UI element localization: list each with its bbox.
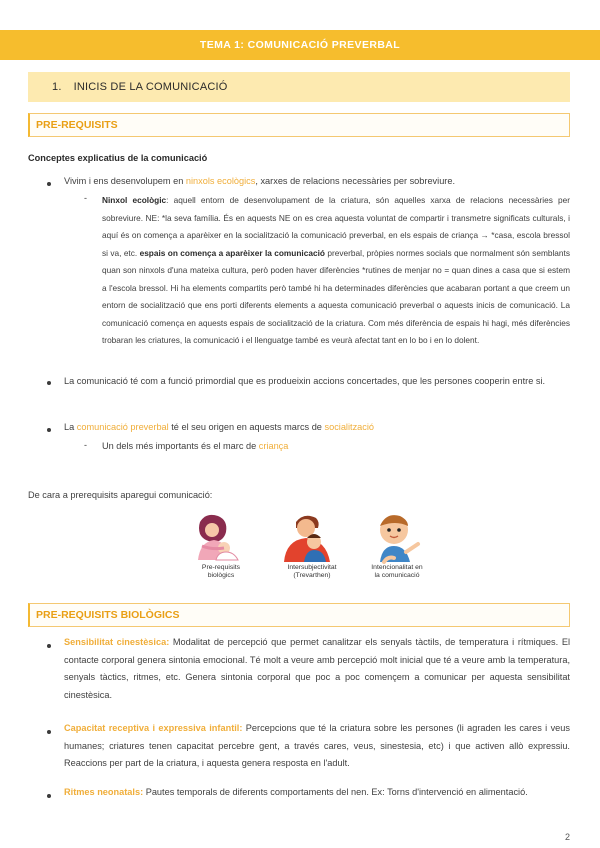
biologic-item-2: [64, 720, 570, 773]
biologic-term: Ritmes neonatals:: [64, 787, 144, 797]
bullet-3-text-mid: té el seu origen en aquests marcs de: [168, 422, 325, 432]
caption-line: Intersubjectivitat: [287, 564, 337, 571]
caption-line: Pre-requisits: [201, 564, 241, 571]
figure-caption: [276, 564, 348, 580]
section-number: 1.: [52, 81, 62, 93]
figure-intersubjectivity: [276, 508, 348, 579]
biologic-item-3: [64, 784, 570, 802]
dash-2-text: Un dels més importants és el marc de: [102, 441, 259, 451]
highlight-comunicacio-preverbal: comunicació preverbal: [76, 422, 169, 432]
document-header: [0, 30, 600, 60]
biologic-term: Sensibilitat cinestèsica:: [64, 637, 170, 647]
dash-marker: -: [84, 440, 87, 450]
prerequisits-heading-text: PRE-REQUISITS: [36, 119, 118, 131]
bullet-3-text: La: [64, 422, 77, 432]
biologic-item-1: [64, 634, 570, 704]
father-child-icon: [276, 508, 348, 564]
header-title: TEMA 1: COMUNICACIÓ PREVERBAL: [199, 39, 401, 51]
prerequisits-heading: [28, 113, 570, 137]
caption-line: (Trevarthen): [293, 572, 331, 579]
section-title-text: INICIS DE LA COMUNICACIÓ: [73, 81, 228, 93]
dash-2: [102, 438, 570, 455]
bullet-1: [64, 173, 570, 190]
bullet-dot: [47, 428, 51, 432]
highlight-socialitzacio: socialització: [324, 422, 375, 432]
ninxol-term: Ninxol ecològic: [102, 195, 167, 205]
caption-line: la comunicació: [374, 572, 420, 579]
ninxol-definition: [102, 192, 570, 350]
biologics-heading: [28, 603, 570, 627]
highlight-ninxols: ninxols ecològics: [185, 176, 256, 186]
highlight-crianca: criança: [258, 441, 289, 451]
mother-baby-icon: [186, 508, 256, 564]
biologics-heading-text: PRE-REQUISITS BIOLÒGICS: [36, 609, 180, 621]
ninxol-text-b: preverbal, pròpies normes socials que normalment són semblants quan son ninxols d'una mateixa cultura, però poden haver diferències *rutines de menjar no = quan dines a casa que si estem a l'escola bressol. Hi ha elements compartits però també hi ha determinades diferències que acabaran portant a que creem un entorn de socialització que ens porti diferents elements a aquesta comunicació preverbal o aquests inicis de comunicació. La comunicació comença en aquests espais de socialització de la criatura. Com més diferència de espais hi hagi, més diferències trobaran les criatures, la comunicació i el llenguatge també es veurà afectat tant en lo bo i en lo dolent.: [102, 247, 570, 345]
bullet-dot: [47, 644, 51, 648]
subheading: Conceptes explicatius de la comunicació: [28, 153, 208, 163]
bullet-1-text-end: , xarxes de relacions necessàries per sobreviure.: [255, 176, 456, 186]
dash-marker: -: [84, 193, 87, 203]
caption-line: Intencionalitat en: [371, 564, 423, 571]
bullet-dot: [47, 730, 51, 734]
prerequisits-intro: De cara a prerequisits aparegui comunicació:: [28, 490, 213, 500]
bullet-3: [64, 419, 570, 436]
page-number: 2: [564, 832, 570, 842]
bullet-dot: [47, 182, 51, 186]
baby-pointing-icon: [362, 508, 432, 564]
ninxol-bold: espais on comença a aparèixer la comunicació: [139, 247, 325, 258]
biologic-text: Modalitat de percepció que permet canalitzar els senyals tàctils, de temperatura i rítmiques. El contacte corporal genera sintonia emocional. Té molt a veure amb percepció molt inicial que té a veure amb la temperatura, senyals tàctics, ritmes, etc. Genera sintonia corporal que poc a poc començem a comunicar per aquesta sensibilitat cinestèsica.: [64, 637, 570, 700]
caption-line: biològics: [207, 572, 235, 579]
biologic-text: Pautes temporals de diferents comportaments del nen. Ex: Torns d'intervenció en alimentació.: [143, 787, 528, 797]
bullet-dot: [47, 794, 51, 798]
section-title: [28, 72, 570, 102]
figure-caption: [186, 564, 256, 580]
bullet-1-text: Vivim i ens desenvolupem en: [64, 176, 186, 186]
figure-biological: [186, 508, 256, 579]
biologic-text: Percepcions que té la criatura sobre les persones (li agraden les cares i veus humanes; criatures tenen capacitat percebre gent, a través cares, veus, sinestesia, etc) i que activen allò expressiu. Reaccions per part de la criatura, i aquesta genera resposta en l'adult.: [64, 723, 570, 768]
bullet-2: La comunicació té com a funció primordial que es produeixin accions concertades, que les persones cooperin entre si.: [64, 376, 546, 386]
biologic-term: Capacitat receptiva i expressiva infantil:: [64, 723, 243, 733]
ninxol-text-a: : aquell entorn de desenvolupament de la criatura, són aquelles xarxa de relacions necessàries per sobreviure. NE: *la seva família. És en aquests NE on es crea aquesta voluntat de compartir i transmetre significats culturals, i aquí és on comença a aparèixer en la socialització la comunicació preverbal, en els espais de criança → *casa, escola bressol si va, etc.: [102, 195, 570, 258]
bullet-dot: [47, 381, 51, 385]
figure-intentionality: [362, 508, 432, 579]
figure-caption: [362, 564, 432, 580]
